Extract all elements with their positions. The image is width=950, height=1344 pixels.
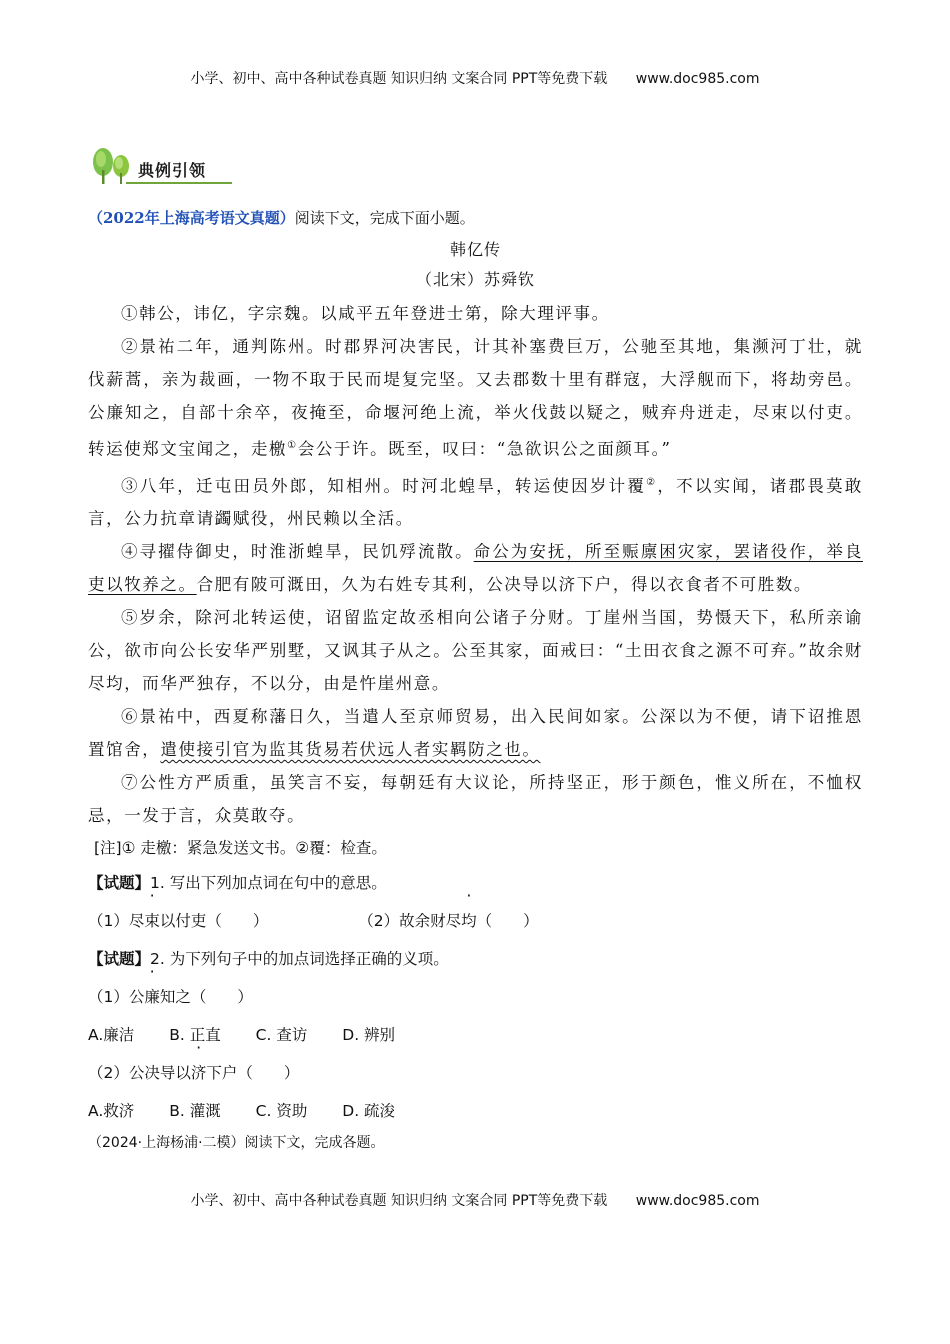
paragraph-5: ⑤岁余，除河北转运使，诏留监定故丞相向公诸子分财。丁崖州当国，势慑天下，私所亲谕公，欲市向公长安华严别墅，又讽其子从之。公至其家，面戒曰：“土田衣食之源不可弃。”故余财尽均，而华严独存，不以分，由是忤崖州意。	[88, 608, 863, 693]
paragraph-3-tail: ，不以实闻，诸郡畏莫敢言，公力抗章请蠲赋役，州民赖以全活。	[88, 476, 863, 528]
q1-item-2-post: （ ）	[476, 912, 539, 930]
paragraph-4-b: 合肥有陂可溉田，久为右姓专其利，公决导以济下户，得以衣食者不可胜数。	[196, 575, 813, 594]
paragraph-2-text: ②景祐二年，通判陈州。时郡界河决害民，计其补塞费巨万，公驰至其地，集濒河丁壮，就伐薪蒿，亲为裁画，一物不取于民而堤复完坚。又去郡数十里有群寇，大浮舰而下，将劫旁邑。公廉知之，自部十余卒，夜掩至，命堰河绝上流，举火伐鼓以疑之，贼弃舟迸走，尽束以付吏。转运使郑文宝闻之，走檄	[88, 337, 863, 459]
green-trees-icon	[88, 146, 134, 186]
paragraph-6-a: ⑥景祐中，西夏称藩日久，当遣人至京师贸易，出入民间如家。公深以为不便，请下诏推恩置馆舍，	[88, 707, 863, 759]
q2-item-2-pre: （2）公决导以	[88, 1064, 191, 1082]
q2-item-2-post: 下户（ ）	[206, 1064, 300, 1082]
q2-2-option-a[interactable]: A.救济	[88, 1102, 135, 1120]
underlined-sentence: 命公为安抚，所至赈廪困灾家，罢诸役作，举良吏以牧养之。	[88, 542, 863, 594]
q2-item-1-pre: （1）公	[88, 988, 145, 1006]
article-title: 韩亿传	[449, 240, 501, 259]
q1-item-1-post: 以付吏（ ）	[159, 912, 269, 930]
q2-2-option-b[interactable]: B. 灌溉	[169, 1102, 221, 1120]
footer-url[interactable]: www.doc985.com	[635, 1193, 760, 1209]
page-footer	[0, 1190, 950, 1210]
paragraph-7: ⑦公性方严质重，虽笑言不妄，每朝廷有大议论，所持坚正，形于颜色，惟义所在，不恤权忌，一发于言，众莫敢夺。	[88, 773, 863, 825]
footer-text: 小学、初中、高中各种试卷真题 知识归纳 文案合同 PPT等免费下载	[190, 1193, 608, 1209]
section-badge	[88, 146, 233, 186]
badge-label: 典例引领	[138, 161, 207, 180]
q1-item-1-pre: （1）尽	[88, 912, 145, 930]
q2-1-option-c[interactable]: C. 查访	[255, 1026, 308, 1044]
q2-item-1-dotted-word: 廉	[144, 988, 160, 1006]
paragraph-3	[88, 466, 863, 536]
question-1-tag: 【试题】	[88, 874, 151, 892]
paragraph-4-a: ④寻擢侍御史，时淮浙蝗旱，民饥殍流散。	[121, 542, 474, 561]
main-content	[88, 205, 863, 1156]
annotation-note: [注]① 走檄：紧急发送文书。②覆：检查。	[94, 839, 387, 857]
paragraph-4	[88, 535, 863, 601]
footnote-mark-2: ②	[646, 476, 658, 488]
paragraph-2-tail: 会公于许。既至，叹曰：“急欲识公之面颜耳。”	[297, 439, 672, 459]
intro-instruction: 阅读下文，完成下面小题。	[294, 209, 475, 227]
paragraph-1: ①韩公，讳亿，字宗魏。以咸平五年登进士第，除大理评事。	[121, 304, 610, 323]
q1-item-2	[358, 912, 538, 930]
header-text: 小学、初中、高中各种试卷真题 知识归纳 文案合同 PPT等免费下载	[190, 71, 608, 87]
paragraph-2	[88, 330, 863, 466]
wavy-underlined-sentence: 遣使接引官为监其货易若伏远人者实羁防之也。	[160, 740, 541, 759]
q2-2-option-c[interactable]: C. 资助	[255, 1102, 308, 1120]
q2-item-2-dotted-word: 济	[190, 1064, 207, 1082]
question-1-prompt	[88, 864, 863, 902]
q2-2-option-d[interactable]: D. 疏浚	[342, 1102, 396, 1120]
article-author: （北宋）苏舜钦	[415, 270, 535, 289]
q2-1-option-a[interactable]: A.廉洁	[88, 1026, 135, 1044]
paragraph-6	[88, 700, 863, 766]
next-source-line: （2024·上海杨浦·二模）阅读下文，完成各题。	[88, 1135, 385, 1151]
q1-item-2-dotted-word: 均	[461, 912, 477, 930]
q1-item-2-pre: （2）故余财尽	[358, 912, 462, 930]
page-header	[0, 68, 950, 88]
q2-item-1	[88, 978, 863, 1016]
intro-line	[88, 205, 863, 231]
q2-item-2-options	[88, 1092, 863, 1130]
question-2-prompt	[88, 940, 863, 978]
q2-item-1-post: 知之（ ）	[159, 988, 253, 1006]
q2-1-option-d[interactable]: D. 辨别	[342, 1026, 396, 1044]
exam-source: （2022年上海高考语文真题）	[88, 209, 295, 227]
q2-item-2	[88, 1054, 863, 1092]
q1-item-1-dotted-word: 束	[144, 912, 160, 930]
question-1-items	[88, 902, 863, 940]
footnote-mark-1: ①	[287, 440, 298, 451]
question-1-text: 1. 写出下列加点词在句中的意思。	[150, 874, 387, 892]
q1-item-1	[88, 912, 268, 930]
question-2-tag: 【试题】	[88, 950, 151, 968]
header-url[interactable]: www.doc985.com	[635, 71, 760, 87]
badge-underline	[126, 182, 232, 184]
q2-1-option-b[interactable]: B. 正直	[169, 1026, 221, 1044]
question-2-text: 2. 为下列句子中的加点词选择正确的义项。	[150, 950, 449, 968]
q2-item-1-options	[88, 1016, 863, 1054]
paragraph-3-text: ③八年，迁屯田员外郎，知相州。时河北蝗旱，转运使因岁计覆	[121, 476, 647, 495]
